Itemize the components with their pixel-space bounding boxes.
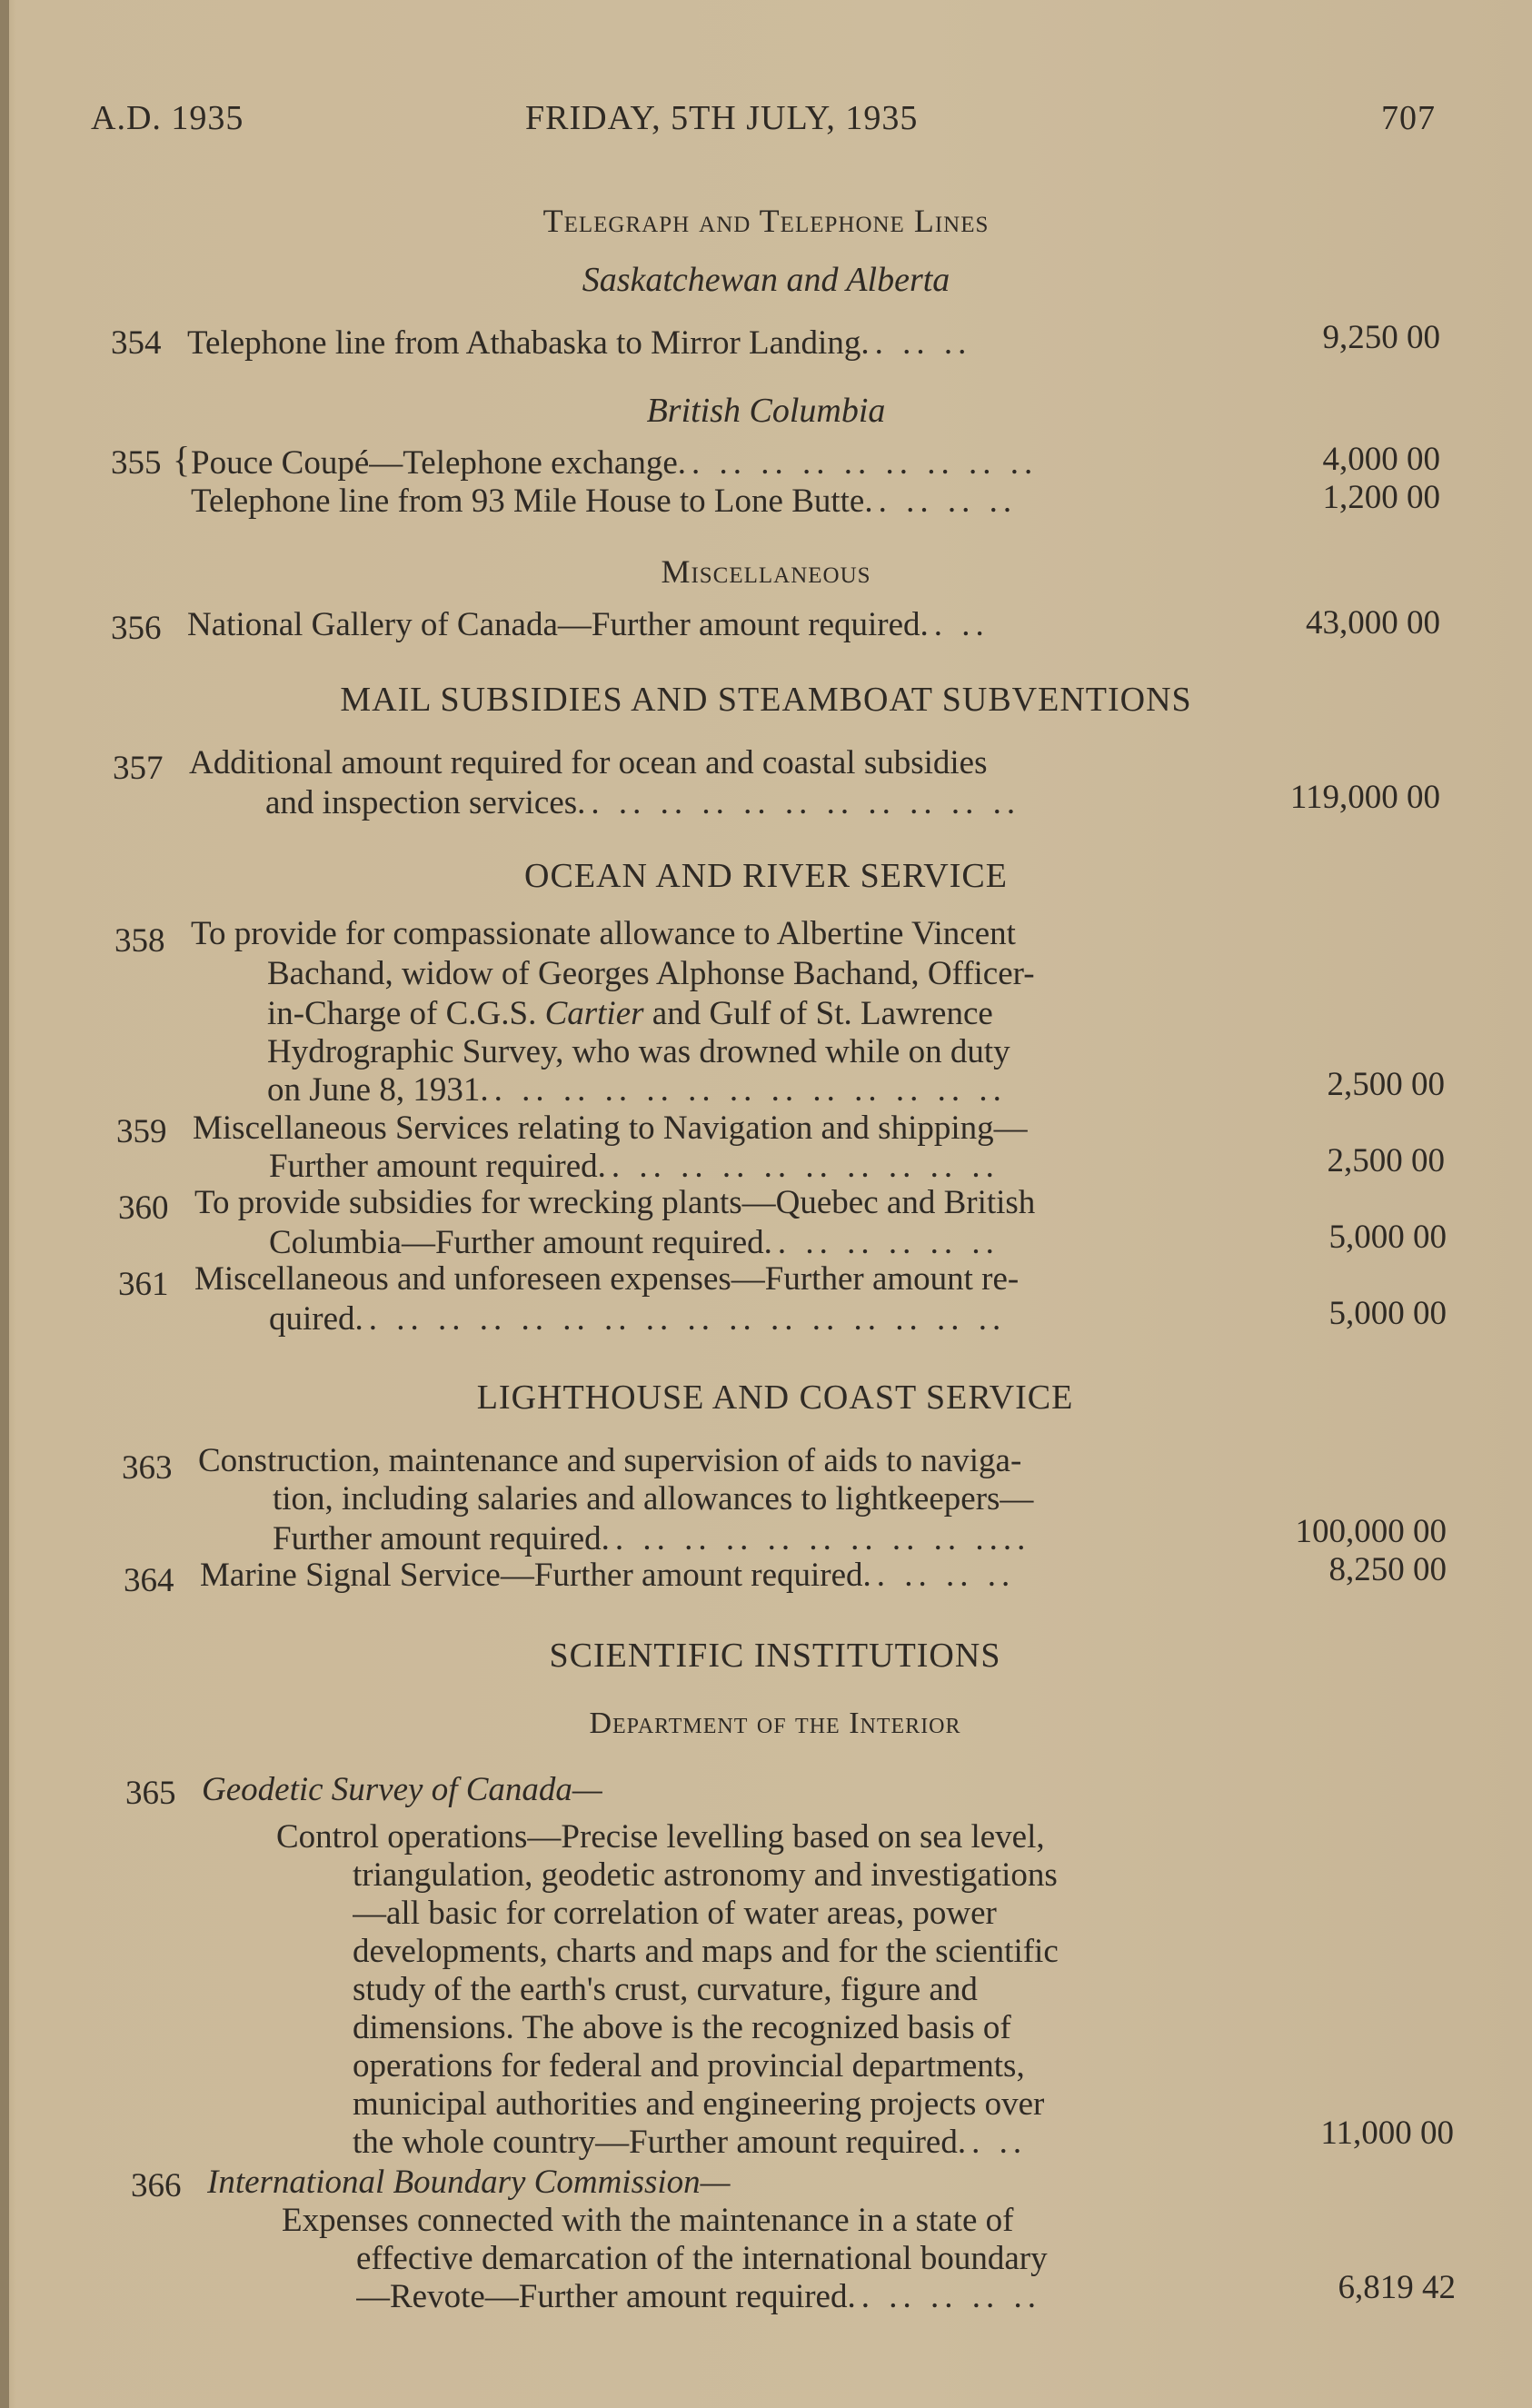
item-356-description: National Gallery of Canada—Further amount required (187, 606, 920, 643)
leader-dots: .. .. (920, 606, 990, 643)
item-358-amount: 2,500 00 (1327, 1066, 1445, 1103)
leader-dots: .. .. .. .. .. .. .. .. .. .. .. (577, 784, 1021, 821)
item-365-line4: developments, charts and maps and for the scientific (353, 1933, 1059, 1970)
item-354-description: Telephone line from Athabaska to Mirror Landing (187, 324, 861, 362)
item-number-366: 366 (131, 2167, 182, 2204)
item-359-line1: Miscellaneous Services relating to Navigation and shipping— (193, 1109, 1028, 1147)
item-354-text (187, 323, 1223, 363)
item-358-line5 (267, 1070, 1227, 1109)
item-365-line3: —all basic for correlation of water areas, power (353, 1895, 997, 1932)
page-binding-edge (0, 0, 9, 2408)
item-366-title: International Boundary Commission— (207, 2164, 731, 2201)
leader-dots: .. .. .. .. .. (847, 2278, 1041, 2315)
item-357-line2 (265, 783, 1225, 822)
item-358-line4: Hydrographic Survey, who was drowned while on duty (267, 1033, 1010, 1070)
item-number-365: 365 (125, 1775, 176, 1812)
subheading-department-interior: Department of the Interior (589, 1706, 961, 1740)
item-363-description: Further amount required (273, 1520, 602, 1557)
item-365-line7: operations for federal and provincial departments, (353, 2047, 1025, 2085)
leader-dots: .. .. .. (861, 324, 972, 362)
item-number-357: 357 (113, 750, 164, 787)
item-355b-text (191, 482, 1223, 521)
item-364-description: Marine Signal Service—Further amount required (200, 1557, 863, 1594)
item-359-line2 (269, 1147, 1229, 1186)
item-358-line3 (267, 994, 1227, 1033)
item-361-amount: 5,000 00 (1328, 1295, 1447, 1332)
item-365-line6: dimensions. The above is the recognized basis of (353, 2009, 1011, 2046)
item-365-line5: study of the earth's crust, curvature, figure and (353, 1971, 978, 2008)
leader-dots: .. .. .. .. .. .. .. .. .. (677, 444, 1039, 482)
item-365-title: Geodetic Survey of Canada— (202, 1771, 602, 1808)
subheading-british-columbia: British Columbia (646, 392, 886, 430)
leader-dots: .. .. .. .. .. .. .. .. .. .. .. .. .. (480, 1071, 1007, 1109)
item-365-line8: municipal authorities and engineering projects over (353, 2085, 1045, 2123)
item-355a-text (191, 443, 1223, 483)
item-358-line2: Bachand, widow of Georges Alphonse Bachand, Officer- (267, 955, 1035, 992)
item-365-description: the whole country—Further amount required (353, 2124, 958, 2161)
item-number-355: 355 (111, 444, 162, 482)
leader-dots: .. .. .. .. .. .. (763, 1224, 1000, 1261)
item-360-line2 (269, 1223, 1229, 1262)
item-361-line2 (269, 1299, 1229, 1338)
item-360-line1: To provide subsidies for wrecking plants—Quebec and British (194, 1184, 1036, 1221)
subheading-saskatchewan-alberta: Saskatchewan and Alberta (582, 261, 950, 299)
section-heading-ocean-river: OCEAN AND RIVER SERVICE (524, 857, 1008, 895)
item-363-line2: tion, including salaries and allowances to lightkeepers— (273, 1480, 1034, 1517)
page-number: 707 (1381, 99, 1436, 137)
ship-name: Cartier (544, 995, 644, 1032)
header-year: A.D. 1935 (91, 99, 244, 137)
item-360-description: Columbia—Further amount required (269, 1224, 764, 1261)
item-365-amount: 11,000 00 (1320, 2114, 1454, 2152)
section-heading-mail-subsidies: MAIL SUBSIDIES AND STEAMBOAT SUBVENTIONS (340, 681, 1192, 719)
item-357-description: and inspection services (265, 784, 578, 821)
item-number-364: 364 (124, 1562, 174, 1599)
item-358-line1: To provide for compassionate allowance to Albertine Vincent (191, 915, 1016, 952)
item-361-line1: Miscellaneous and unforeseen expenses—Further amount re- (194, 1260, 1020, 1298)
item-355b-description: Telephone line from 93 Mile House to Lone Butte (191, 483, 865, 520)
item-356-text (187, 605, 1223, 644)
item-360-amount: 5,000 00 (1328, 1219, 1447, 1256)
item-358-line3-start: in-Charge of C.G.S. (267, 995, 545, 1032)
section-heading-scientific: SCIENTIFIC INSTITUTIONS (549, 1637, 1001, 1675)
leader-dots: .. .. .. .. .. .. .. .. .. .... (601, 1520, 1031, 1557)
item-361-description: quired (269, 1300, 355, 1338)
item-366-line2: effective demarcation of the international boundary (356, 2240, 1048, 2277)
item-359-description: Further amount required (269, 1148, 598, 1185)
section-heading-lighthouse: LIGHTHOUSE AND COAST SERVICE (476, 1378, 1074, 1417)
item-number-358: 358 (114, 922, 165, 960)
item-354-amount: 9,250 00 (1322, 319, 1440, 356)
section-heading-telegraph: Telegraph and Telephone Lines (542, 203, 990, 239)
item-number-359: 359 (116, 1113, 167, 1150)
item-358-date: on June 8, 1931 (267, 1071, 481, 1109)
leader-dots: .. .. .. .. (862, 1557, 1016, 1594)
item-365-line9 (353, 2123, 1236, 2162)
item-364-text (200, 1556, 1236, 1595)
item-number-360: 360 (118, 1189, 169, 1227)
item-365-line1: Control operations—Precise levelling based on sea level, (276, 1818, 1045, 1856)
item-355b-amount: 1,200 00 (1322, 479, 1440, 516)
leader-dots: .. .. .. .. (864, 483, 1018, 520)
item-357-line1: Additional amount required for ocean and coastal subsidies (189, 744, 988, 781)
leader-dots: .. .. (957, 2124, 1028, 2161)
item-366-description: —Revote—Further amount required (356, 2278, 848, 2315)
brace-icon: { (173, 439, 191, 480)
item-number-363: 363 (122, 1449, 173, 1487)
item-363-line3 (273, 1519, 1234, 1558)
item-number-361: 361 (118, 1266, 169, 1303)
item-364-amount: 8,250 00 (1328, 1551, 1447, 1588)
item-355a-description: Pouce Coupé—Telephone exchange (191, 444, 678, 482)
leader-dots: .. .. .. .. .. .. .. .. .. .. (597, 1148, 1000, 1185)
page-header (91, 98, 1436, 144)
item-number-354: 354 (111, 324, 162, 362)
item-357-amount: 119,000 00 (1289, 779, 1440, 816)
leader-dots: .. .. .. .. .. .. .. .. .. .. .. .. .. .. .. .. (354, 1300, 1007, 1338)
item-355a-amount: 4,000 00 (1322, 441, 1440, 478)
item-number-356: 356 (111, 610, 162, 647)
item-359-amount: 2,500 00 (1327, 1142, 1445, 1179)
item-366-line1: Expenses connected with the maintenance in a state of (282, 2202, 1014, 2239)
item-365-line2: triangulation, geodetic astronomy and investigations (353, 1856, 1058, 1894)
item-358-line3-end: and Gulf of St. Lawrence (643, 995, 993, 1032)
item-363-amount: 100,000 00 (1295, 1513, 1447, 1550)
item-363-line1: Construction, maintenance and supervision of aids to naviga- (198, 1442, 1022, 1479)
item-366-line3 (356, 2277, 1236, 2316)
section-heading-miscellaneous: Miscellaneous (661, 553, 871, 590)
item-366-amount: 6,819 42 (1338, 2269, 1456, 2306)
item-356-amount: 43,000 00 (1306, 604, 1440, 642)
header-date: FRIDAY, 5TH JULY, 1935 (525, 99, 919, 137)
